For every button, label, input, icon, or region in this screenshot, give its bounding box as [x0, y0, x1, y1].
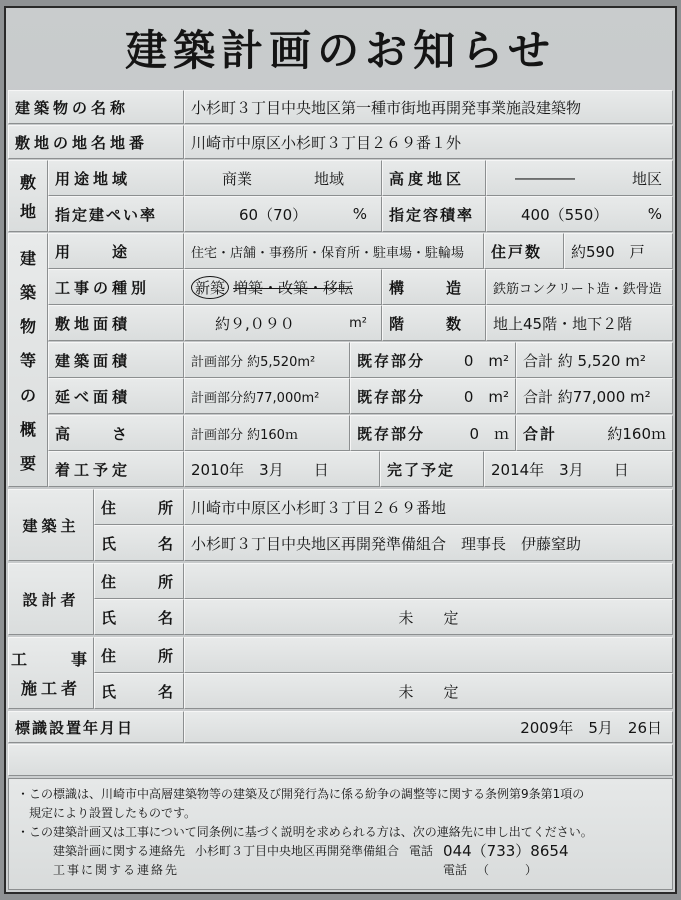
height-total	[516, 415, 673, 451]
height-district-value	[486, 160, 673, 196]
page-title: 建築計画のお知らせ	[125, 26, 556, 75]
contractor-label-line: 工 事	[10, 650, 91, 669]
site-area-label: 敷地面積	[48, 305, 184, 341]
overview-vertical-char: の	[19, 385, 36, 405]
contact-row-construction	[17, 861, 664, 880]
work-type-struck: 増築・改築・移転	[233, 278, 354, 297]
overview-vertical-char: 要	[19, 454, 36, 474]
site-area-unit: m²	[349, 315, 367, 331]
contact-tel-label: 電話	[409, 844, 434, 858]
contractor-name-value: 未 定	[184, 673, 673, 709]
site-vertical-label	[8, 160, 48, 232]
site-area-number: 約９,０９０	[215, 314, 295, 333]
coverage-number: 60（70）	[239, 205, 308, 224]
height-existing-label: 既存部分	[357, 424, 426, 443]
units-label: 住戸数	[484, 233, 564, 269]
work-type-label: 工事の種別	[48, 269, 184, 305]
note-line: ・この標識は、川崎市中高層建築物等の建築及び開発行為に係る紛争の調整等に関する条例第9条第1項の	[17, 787, 585, 801]
designer-address-value	[184, 563, 673, 599]
height-plan: 計画部分 約160ｍ	[184, 415, 350, 451]
floor-area-existing-value: 0 m²	[463, 387, 509, 406]
notice-board	[4, 6, 677, 894]
owner-label: 建築主	[8, 489, 94, 561]
far-unit: %	[647, 205, 662, 223]
contact-tel: （ ）	[477, 863, 538, 877]
height-total-label: 合計	[523, 424, 558, 443]
structure-label: 構 造	[382, 269, 486, 305]
notes-panel	[8, 778, 673, 890]
floors-value: 地上45階・地下２階	[486, 305, 673, 341]
height-existing	[350, 415, 516, 451]
floor-area-plan: 計画部分約77,000m²	[184, 378, 350, 414]
designer-name-value: 未 定	[184, 599, 673, 635]
building-name-value: 小杉町３丁目中央地区第一種市街地再開発事業施設建築物	[184, 90, 673, 124]
height-label: 高 さ	[48, 415, 184, 451]
designer-name-label: 氏 名	[94, 599, 184, 635]
blank-strip	[8, 744, 673, 776]
note-line: ・この建築計画又は工事について同条例に基づく説明を求められる方は、次の連絡先に申し出てください。	[17, 825, 593, 839]
units-value: 約590 戸	[564, 233, 673, 269]
zoning-label: 用途地域	[48, 160, 184, 196]
floor-area-label: 延べ面積	[48, 378, 184, 414]
contact-label: 建築計画に関する連絡先	[53, 844, 186, 858]
height-district-label: 高度地区	[382, 160, 486, 196]
far-label: 指定容積率	[382, 196, 486, 232]
overview-vertical-char: 等	[19, 351, 36, 371]
contact-spacer	[213, 861, 433, 880]
contact-row-plan	[17, 842, 664, 861]
site-address-value: 川崎市中原区小杉町３丁目２６９番１外	[184, 125, 673, 159]
start-value: 2010年 3月 日	[184, 451, 380, 487]
far-number: 400（550）	[521, 205, 609, 224]
floor-area-existing	[350, 378, 516, 414]
coverage-value	[184, 196, 382, 232]
height-district-suffix: 地区	[631, 169, 662, 188]
structure-value: 鉄筋コンクリート造・鉄骨造	[486, 269, 673, 305]
work-type-value	[184, 269, 382, 305]
posted-date-label: 標識設置年月日	[8, 711, 184, 743]
contact-org: 小杉町３丁目中央地区再開発準備組合	[195, 844, 400, 858]
overview-vertical-char: 建	[19, 248, 36, 268]
building-area-plan: 計画部分 約5,520m²	[184, 342, 350, 378]
height-district-dash: ――――	[515, 169, 575, 187]
far-value	[486, 196, 673, 232]
contact-label: 工事に関する連絡先	[53, 863, 180, 877]
building-area-existing	[350, 342, 516, 378]
use-label: 用 途	[48, 233, 184, 269]
contractor-address-label: 住 所	[94, 637, 184, 673]
contractor-label	[8, 637, 94, 709]
complete-value: 2014年 3月 日	[484, 451, 673, 487]
contact-tel: 044（733）8654	[443, 842, 569, 860]
owner-address-value: 川崎市中原区小杉町３丁目２６９番地	[184, 489, 673, 525]
building-name-label: 建築物の名称	[8, 90, 184, 124]
height-existing-value: 0 ｍ	[469, 424, 509, 443]
zoning-value-part: 地域	[313, 169, 344, 188]
height-total-value: 約160ｍ	[607, 424, 666, 443]
site-area-value	[184, 305, 382, 341]
use-value: 住宅・店舗・事務所・保育所・駐車場・駐輪場	[184, 233, 484, 269]
owner-name-label: 氏 名	[94, 525, 184, 561]
overview-vertical-char: 築	[19, 282, 36, 302]
floor-area-total: 合計 約77,000 m²	[516, 378, 673, 414]
building-area-label: 建築面積	[48, 342, 184, 378]
site-address-label: 敷地の地名地番	[8, 125, 184, 159]
owner-address-label: 住 所	[94, 489, 184, 525]
owner-name-value: 小杉町３丁目中央地区再開発準備組合 理事長 伊藤窒助	[184, 525, 673, 561]
building-area-total: 合計 約 5,520 m²	[516, 342, 673, 378]
note-line: 規定により設置したものです。	[17, 806, 197, 820]
site-vertical-char: 敷	[19, 173, 36, 192]
overview-vertical-char: 概	[19, 420, 36, 440]
site-vertical-char: 地	[19, 202, 36, 221]
building-area-existing-value: 0 m²	[463, 351, 509, 370]
contractor-name-label: 氏 名	[94, 673, 184, 709]
overview-vertical-char: 物	[19, 317, 36, 337]
floor-area-existing-label: 既存部分	[357, 387, 426, 406]
start-label: 着工予定	[48, 451, 184, 487]
posted-date-value: 2009年 5月 26日	[184, 711, 673, 743]
coverage-unit: %	[352, 205, 367, 223]
complete-label: 完了予定	[380, 451, 484, 487]
work-type-new: 新築	[191, 276, 229, 299]
floors-label: 階 数	[382, 305, 486, 341]
contractor-label-line: 施工者	[20, 679, 81, 698]
designer-address-label: 住 所	[94, 563, 184, 599]
coverage-label: 指定建ぺい率	[48, 196, 184, 232]
designer-label: 設計者	[8, 563, 94, 635]
contact-tel-label: 電話	[443, 863, 468, 877]
zoning-value	[184, 160, 382, 196]
zoning-value-part: 商業	[221, 169, 252, 188]
building-area-existing-label: 既存部分	[357, 351, 426, 370]
overview-vertical-label	[8, 233, 48, 487]
contractor-address-value	[184, 637, 673, 673]
